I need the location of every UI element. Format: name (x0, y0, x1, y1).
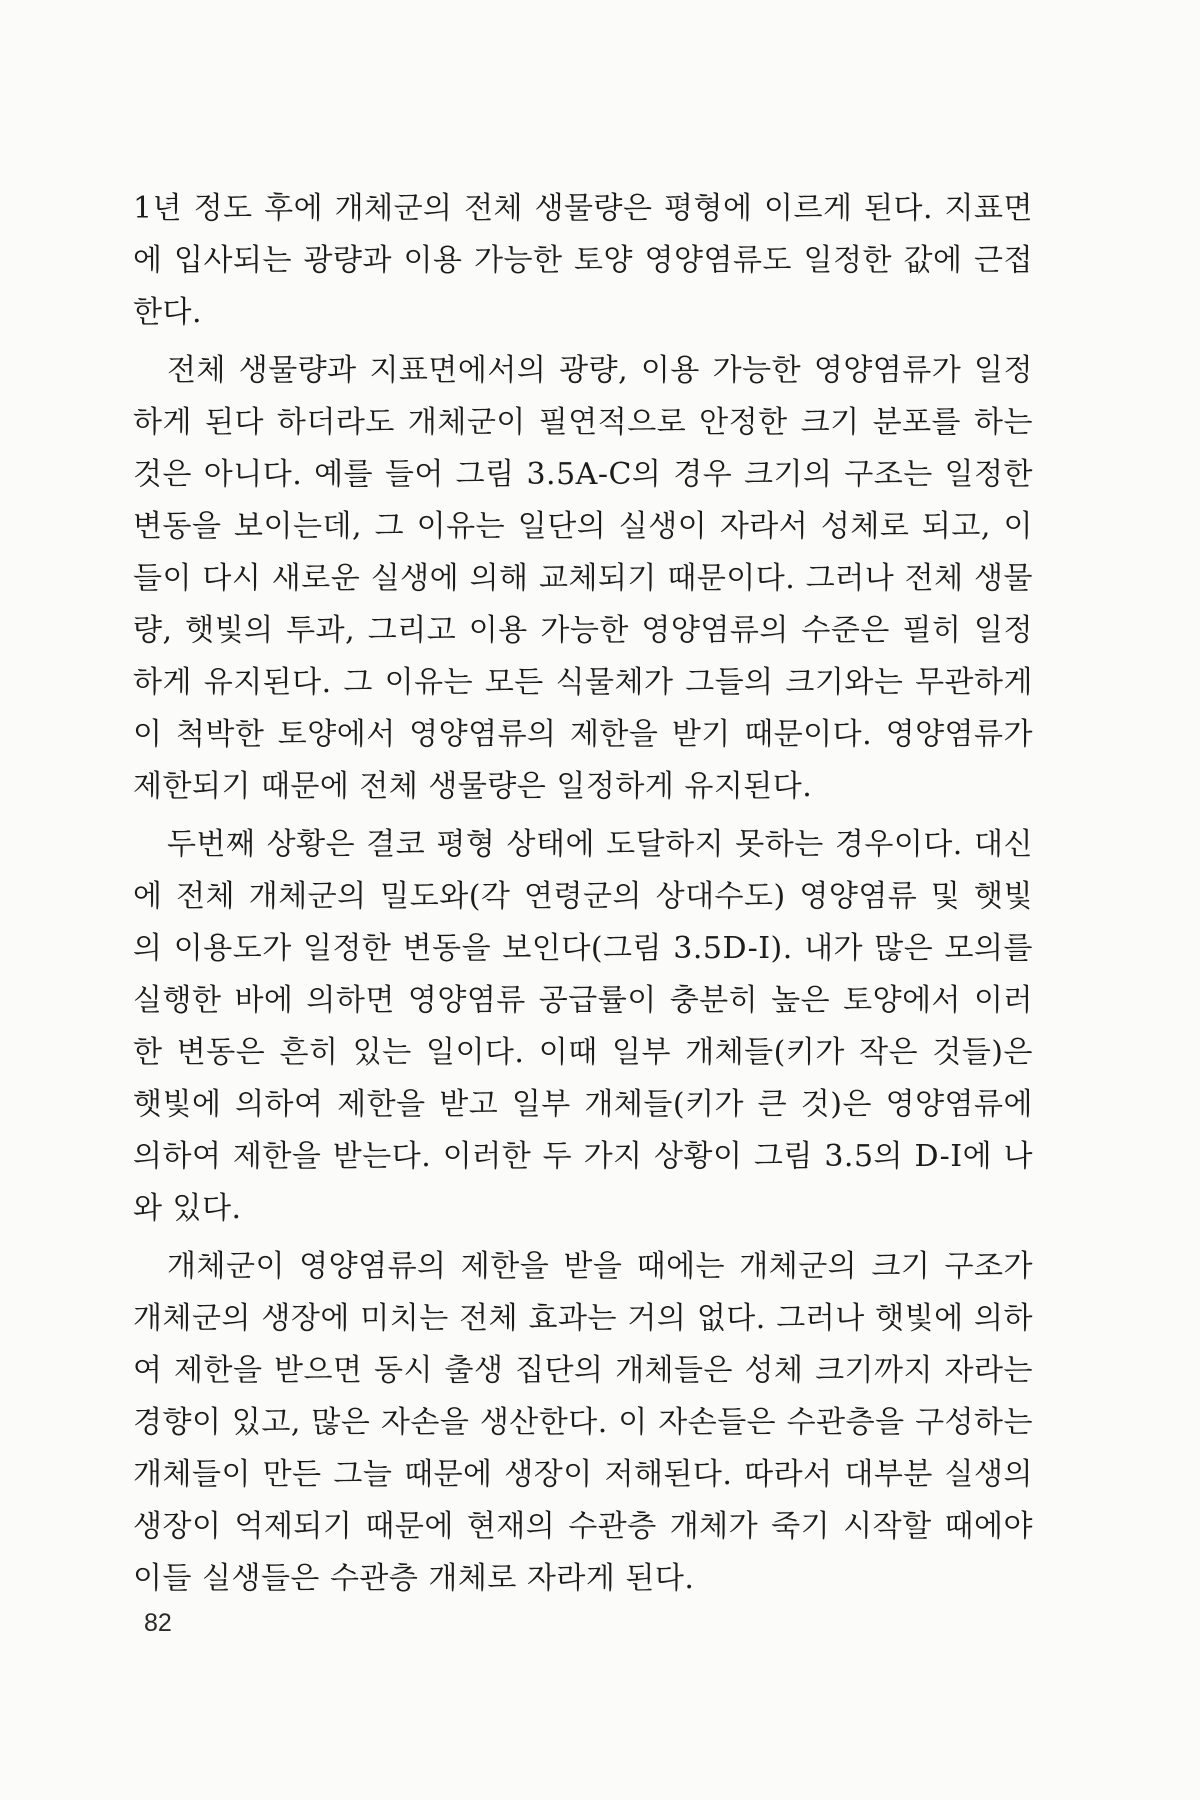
page-number: 82 (144, 1609, 172, 1637)
paragraph-1: 1년 정도 후에 개체군의 전체 생물량은 평형에 이르게 된다. 지표면에 입사되는 광량과 이용 가능한 토양 영양염류도 일정한 값에 근접한다. (133, 191, 1033, 330)
paragraph-4: 개체군이 영양염류의 제한을 받을 때에는 개체군의 크기 구조가 개체군의 생장에 미치는 전체 효과는 거의 없다. 그러나 햇빛에 의하여 제한을 받으면 동시 출생 집단의 개체들은 성체 크기까지 자라는 경향이 있고, 많은 자손을 생산한다. 이 자손들은 수관층을 구성하는 개체들이 만든 그늘 때문에 생장이 저해된다. 따라서 대부분 실생의 생장이 억제되기 때문에 현재의 수관층 개체가 죽기 시작할 때에야 이들 실생들은 수관층 개체로 자라게 된다. (133, 1249, 1033, 1596)
body-text (133, 183, 1033, 1611)
paragraph-3: 두번째 상황은 결코 평형 상태에 도달하지 못하는 경우이다. 대신에 전체 개체군의 밀도와(각 연령군의 상대수도) 영양염류 및 햇빛의 이용도가 일정한 변동을 보인다(그림 3.5D-I). 내가 많은 모의를 실행한 바에 의하면 영양염류 공급률이 충분히 높은 토양에서 이러한 변동은 흔히 있는 일이다. 이때 일부 개체들(키가 작은 것들)은 햇빛에 의하여 제한을 받고 일부 개체들(키가 큰 것)은 영양염류에 의하여 제한을 받는다. 이러한 두 가지 상황이 그림 3.5의 D-I에 나와 있다. (133, 827, 1033, 1226)
paragraph-2: 전체 생물량과 지표면에서의 광량, 이용 가능한 영양염류가 일정하게 된다 하더라도 개체군이 필연적으로 안정한 크기 분포를 하는 것은 아니다. 예를 들어 그림 3.5A-C의 경우 크기의 구조는 일정한 변동을 보이는데, 그 이유는 일단의 실생이 자라서 성체로 되고, 이들이 다시 새로운 실생에 의해 교체되기 때문이다. 그러나 전체 생물량, 햇빛의 투과, 그리고 이용 가능한 영양염류의 수준은 필히 일정하게 유지된다. 그 이유는 모든 식물체가 그들의 크기와는 무관하게 이 척박한 토양에서 영양염류의 제한을 받기 때문이다. 영양염류가 제한되기 때문에 전체 생물량은 일정하게 유지된다. (133, 353, 1033, 804)
